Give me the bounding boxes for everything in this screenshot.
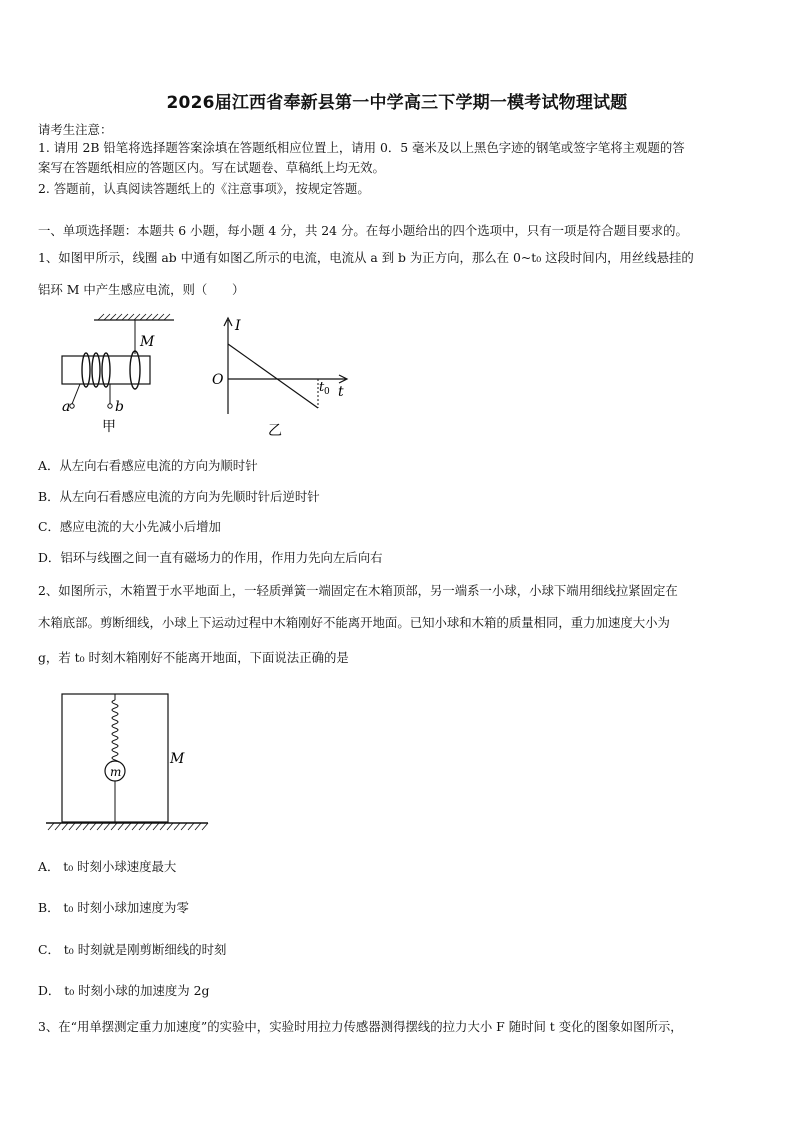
q1-option-d: D．铝环与线圈之间一直有磁场力的作用，作用力先向左后向右 bbox=[38, 550, 383, 565]
notice-heading: 请考生注意： bbox=[38, 122, 113, 137]
label-b: b bbox=[115, 399, 124, 415]
notice-line-3: 2. 答题前，认真阅读答题纸上的《注意事项》，按规定答题。 bbox=[38, 181, 370, 196]
label-a: a bbox=[62, 399, 71, 415]
q1-option-c: C．感应电流的大小先减小后增加 bbox=[38, 519, 221, 534]
q1-figure-coil bbox=[50, 312, 185, 437]
notice-line-1: 1. 请用 2B 铅笔将选择题答案涂填在答题纸相应位置上，请用 0．5 毫米及以上黑色字迹的钢笔或签字笔将主观题的答 bbox=[38, 140, 685, 155]
page-title: 2026届江西省奉新县第一中学高三下学期一模考试物理试题 bbox=[166, 93, 628, 113]
label-O: O bbox=[212, 372, 224, 388]
q2-stem-line-1: 2、如图所示，木箱置于水平地面上，一轻质弹簧一端固定在木箱顶部，另一端系一小球，小球下端用细线拉紧固定在 bbox=[38, 583, 678, 598]
q1-stem-line-2: 铝环 M 中产生感应电流，则（ ） bbox=[38, 282, 245, 297]
caption-yi: 乙 bbox=[268, 423, 282, 439]
q2-option-a: A． t₀ 时刻小球速度最大 bbox=[38, 859, 177, 874]
label-M: M bbox=[140, 334, 155, 350]
label-m: m bbox=[110, 765, 122, 779]
label-t: t bbox=[338, 384, 344, 400]
q2-stem-line-2: 木箱底部。剪断细线，小球上下运动过程中木箱刚好不能离开地面。已知小球和木箱的质量相同，重力加速度大小为 bbox=[38, 615, 670, 630]
q3-stem-line-1: 3、在“用单摆测定重力加速度”的实验中，实验时用拉力传感器测得摆线的拉力大小 F 随时间 t 变化的图象如图所示， bbox=[38, 1019, 683, 1034]
section-heading: 一、单项选择题：本题共 6 小题，每小题 4 分，共 24 分。在每小题给出的四个选项中，只有一项是符合题目要求的。 bbox=[38, 223, 688, 238]
label-I: I bbox=[235, 318, 241, 334]
label-box-M: M bbox=[170, 751, 185, 767]
q1-stem-line-1: 1、如图甲所示，线圈 ab 中通有如图乙所示的电流，电流从 a 到 b 为正方向，那么在 0~t₀ 这段时间内，用丝线悬挂的 bbox=[38, 250, 694, 265]
notice-line-2: 案写在答题纸相应的答题区内。写在试题卷、草稿纸上均无效。 bbox=[38, 160, 385, 175]
label-t0-sub: 0 bbox=[324, 387, 330, 397]
label-t0: t bbox=[319, 380, 325, 395]
q2-option-c: C． t₀ 时刻就是刚剪断细线的时刻 bbox=[38, 942, 227, 957]
q2-option-b: B． t₀ 时刻小球加速度为零 bbox=[38, 900, 189, 915]
caption-jia: 甲 bbox=[102, 419, 116, 435]
q2-stem-line-3: g，若 t₀ 时刻木箱刚好不能离开地面，下面说法正确的是 bbox=[38, 650, 349, 665]
q1-option-b: B．从左向石看感应电流的方向为先顺时针后逆时针 bbox=[38, 489, 320, 504]
q1-option-a: A．从左向右看感应电流的方向为顺时针 bbox=[38, 458, 258, 473]
q2-option-d: D． t₀ 时刻小球的加速度为 2g bbox=[38, 983, 210, 998]
q2-figure-box bbox=[42, 692, 212, 832]
q1-figure-graph bbox=[208, 314, 358, 440]
